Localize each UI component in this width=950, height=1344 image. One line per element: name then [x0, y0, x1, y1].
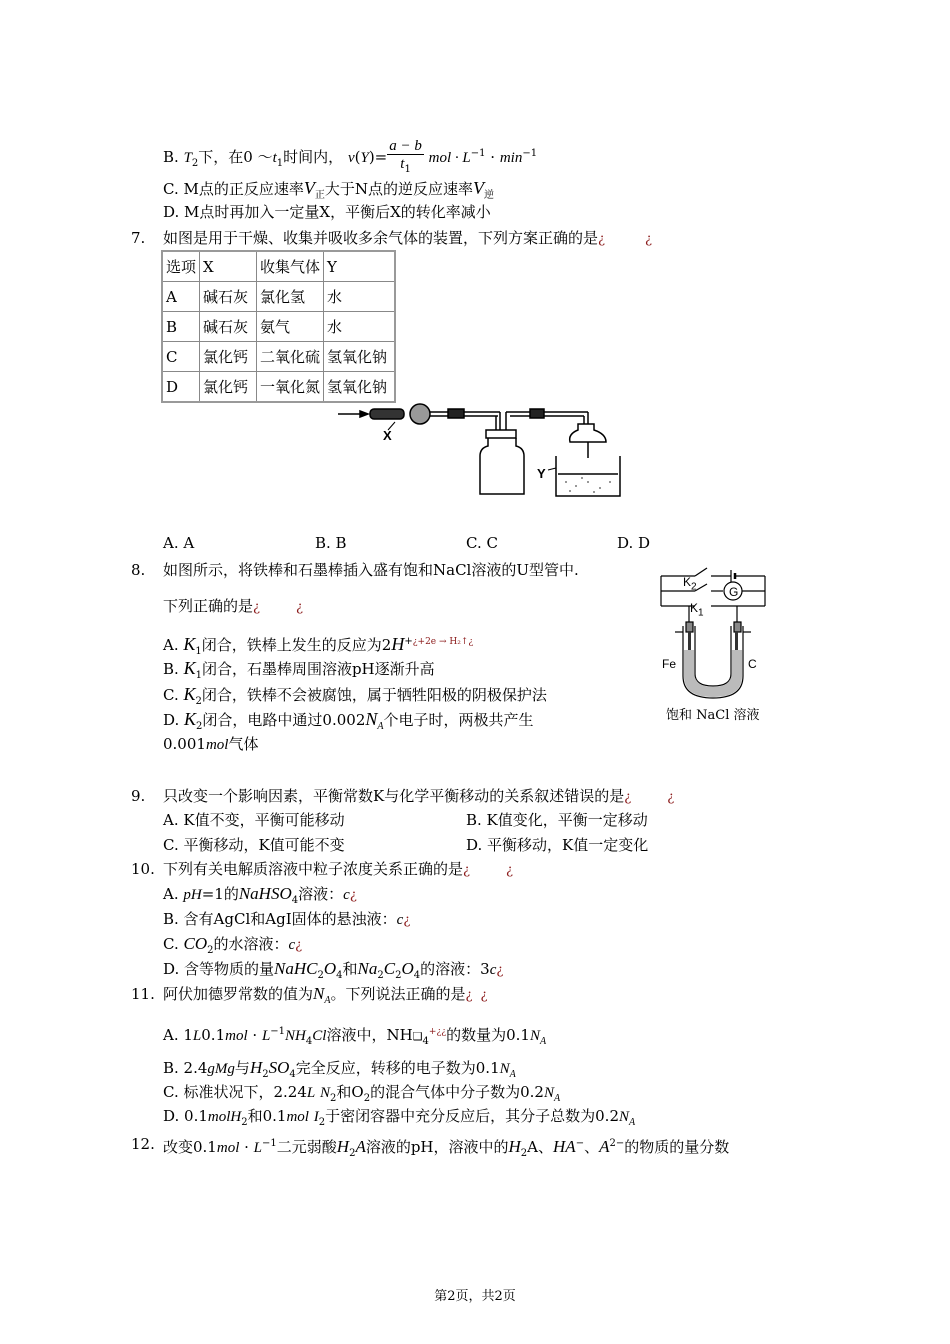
q6-option-c: C. M点的正反应速率$V_正$大于N点的逆反应速率$V_逆$: [163, 178, 494, 201]
q12-number: 12.: [131, 1135, 155, 1153]
table-cell: 氯化钙: [200, 342, 257, 372]
c-electrode-label: C: [748, 657, 757, 671]
q8-option-a: A. $K_1$闭合，铁棒上发生的反应为$2H^{+¿+2e \to H_2↑¿}$: [163, 634, 474, 657]
galvanometer-label: G: [729, 585, 739, 599]
table-cell: D: [162, 372, 200, 403]
table-cell: X: [200, 251, 257, 282]
q11-option-b: B. 2.4gMg与$H_2SO_4$完全反应，转移的电子数为$0.1N_A$: [163, 1058, 516, 1080]
table-cell: 氢氧化钠: [324, 342, 396, 372]
table-row: [162, 312, 395, 342]
q11-option-c: C. 标准状况下，2.24L $N_2$和$O_2$的混合气体中分子数为$0.2N_A$: [163, 1083, 561, 1104]
q10-option-a: A. pH=1的NaHSO$_4$溶液：c¿: [163, 884, 357, 906]
table-cell: B: [162, 312, 200, 342]
k2-label: $K_2$: [683, 575, 697, 593]
q10-option-b: B. 含有AgCl和AgI固体的悬浊液：c¿: [163, 910, 411, 928]
table-cell: Y: [324, 251, 396, 282]
q7-choice-a: A. A: [163, 534, 195, 552]
q10-stem: 下列有关电解质溶液中粒子浓度关系正确的是¿ ¿: [163, 860, 513, 878]
q8-option-c: C. $K_2$闭合，铁棒不会被腐蚀，属于牺牲阳极的阴极保护法: [163, 684, 547, 707]
q9-choice-d: D. 平衡移动，K值一定变化: [466, 836, 649, 854]
q7-choice-d: D. D: [617, 534, 651, 552]
q12-stem: 改变$0.1mol \cdot L^{-1}$二元弱酸$H_2A$溶液的pH，溶液中的$H_2A$、HA−、$A^{2-}$的物质的量分数: [163, 1137, 730, 1159]
q9-number: 9.: [131, 787, 146, 805]
table-cell: 碱石灰: [200, 312, 257, 342]
table-cell: A: [162, 282, 200, 312]
table-cell: 水: [324, 312, 396, 342]
table-cell: 收集气体: [257, 251, 324, 282]
q7-number: 7.: [131, 229, 146, 247]
table-cell: 氢氧化钠: [324, 372, 396, 403]
q7-stem: 如图是用于干燥、收集并吸收多余气体的装置，下列方案正确的是¿ ¿: [163, 229, 652, 247]
q11-option-d: D. 0.1molH$_2$和0.1mol $I_2$于密闭容器中充分反应后，其分子总数为$0.2N_A$: [163, 1107, 636, 1128]
q9-choice-b: B. K值变化，平衡一定移动: [466, 811, 648, 829]
q6-option-d: D. M点时再加入一定量X，平衡后X的转化率减小: [163, 203, 491, 221]
fe-electrode-label: Fe: [662, 657, 677, 671]
q9-choice-c: C. 平衡移动，K值可能不变: [163, 836, 345, 854]
q7-options-table: [161, 250, 396, 403]
table-cell: 碱石灰: [200, 282, 257, 312]
figure-label-x: X: [383, 428, 392, 443]
q11-number: 11.: [131, 985, 155, 1003]
table-header-row: [162, 251, 395, 282]
table-cell: 二氧化硫: [257, 342, 324, 372]
q11-option-a: A. $1L0.1mol \cdot L^{-1}NH_4Cl$溶液中，$NH❑_4^{+¿¿}$的数量为$0.1N_A$: [163, 1026, 547, 1047]
q10-option-c: C. $CO_2$的水溶液：c¿: [163, 934, 303, 956]
q8-stem: 如图所示，将铁棒和石墨棒插入盛有饱和NaCl溶液的U型管中.: [163, 561, 579, 579]
q9-stem: 只改变一个影响因素，平衡常数K与化学平衡移动的关系叙述错误的是¿ ¿: [163, 787, 675, 805]
q8-option-d-cont: 0.001mol气体: [163, 735, 259, 753]
q6-option-b: B. $T_2$下，在0 $\sim t_1$时间内， v(Y)= $\frac{a - b}{t_1}$ mol · $L^{-1} \cdot \min^{-1}$: [163, 138, 538, 175]
q9-choice-a: A. K值不变，平衡可能移动: [163, 811, 345, 829]
table-row: [162, 372, 395, 403]
q11-stem: 阿伏加德罗常数的值为$N_A$。下列说法正确的是¿ ¿: [163, 984, 488, 1006]
gas-apparatus-figure: [330, 400, 630, 500]
page-footer: 第2页，共2页: [434, 1289, 516, 1304]
figure-caption: 饱和 NaCl 溶液: [666, 708, 760, 723]
q8-number: 8.: [131, 561, 146, 579]
q10-option-d: D. 含等物质的量$NaHC_2O_4$和$Na_2C_2O_4$的溶液：3c¿: [163, 959, 504, 981]
q8-stem-2: 下列正确的是¿ ¿: [163, 597, 303, 615]
q7-choice-c: C. C: [466, 534, 498, 552]
table-cell: 氯化钙: [200, 372, 257, 403]
electrolysis-u-tube-figure: [655, 558, 773, 708]
table-cell: C: [162, 342, 200, 372]
table-row: [162, 282, 395, 312]
q8-option-d: D. $K_2$闭合，电路中通过$0.002N_A$个电子时，两极共产生: [163, 709, 534, 732]
figure-label-y: Y: [537, 466, 546, 481]
table-cell: 选项: [162, 251, 200, 282]
table-cell: 水: [324, 282, 396, 312]
q7-choice-b: B. B: [315, 534, 347, 552]
table-cell: 氯化氢: [257, 282, 324, 312]
table-row: [162, 342, 395, 372]
q10-number: 10.: [131, 860, 155, 878]
table-cell: 一氧化氮: [257, 372, 324, 403]
table-cell: 氨气: [257, 312, 324, 342]
k1-label: $K_1$: [690, 601, 704, 619]
q8-option-b: B. $K_1$闭合，石墨棒周围溶液pH逐渐升高: [163, 658, 435, 681]
